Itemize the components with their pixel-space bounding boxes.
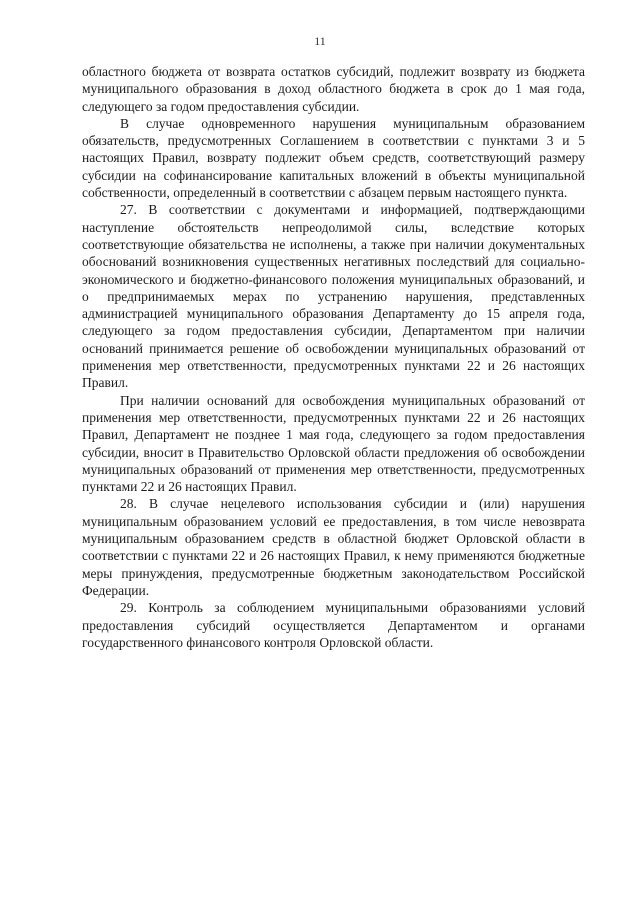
paragraph-clause-27: 27. В соответствии с документами и информацией, подтверждающими наступление обстоятельств непреодолимой силы, вследствие которых соответствующие обязательства не исполнены, а также при наличии документальных обоснований возникновения существенных негативных последствий для социально-экономического и бюджетно-финансового положения муниципальных образований, и о предпринимаемых мерах по устранению нарушения, представленных администрацией муниципального образования Департаменту до 15 апреля года, следующего за годом предоставления субсидии, Департаментом при наличии оснований принимается решение об освобождении муниципальных образований от применения мер ответственности, предусмотренных пунктами 22 и 26 настоящих Правил. xyxy=(82,202,585,391)
page-number: 11 xyxy=(314,34,326,48)
paragraph-clause-28: 28. В случае нецелевого использования субсидии и (или) нарушения муниципальным образованием условий ее предоставления, в том числе невозврата муниципальным образованием средств в областной бюджет Орловской области в соответствии с пунктами 22 и 26 настоящих Правил, к нему применяются бюджетные меры принуждения, предусмотренные бюджетным законодательством Российской Федерации. xyxy=(82,496,585,598)
paragraph-continuation: областного бюджета от возврата остатков субсидий, подлежит возврату из бюджета муниципального образования в доход областного бюджета в срок до 1 мая года, следующего за годом предоставления субсидии. xyxy=(82,64,585,114)
document-body xyxy=(82,63,585,651)
paragraph-simultaneous-violation: В случае одновременного нарушения муниципальным образованием обязательств, предусмотренных Соглашением в соответствии с пунктами 3 и 5 настоящих Правил, возврату подлежит объем средств, соответствующий размеру субсидии на софинансирование капитальных вложений в объекты муниципальной собственности, определенный в соответствии с абзацем первым настоящего пункта. xyxy=(82,115,585,201)
paragraph-exemption-grounds: При наличии оснований для освобождения муниципальных образований от применения мер ответственности, предусмотренных пунктами 22 и 26 настоящих Правил, Департамент не позднее 1 мая года, следующего за годом предоставления субсидии, вносит в Правительство Орловской области предложения об освобождении муниципальных образований от применения мер ответственности, предусмотренных пунктами 22 и 26 настоящих Правил. xyxy=(82,392,585,495)
paragraph-clause-29: 29. Контроль за соблюдением муниципальными образованиями условий предоставления субсидий осуществляется Департаментом и органами государственного финансового контроля Орловской области. xyxy=(82,600,585,650)
